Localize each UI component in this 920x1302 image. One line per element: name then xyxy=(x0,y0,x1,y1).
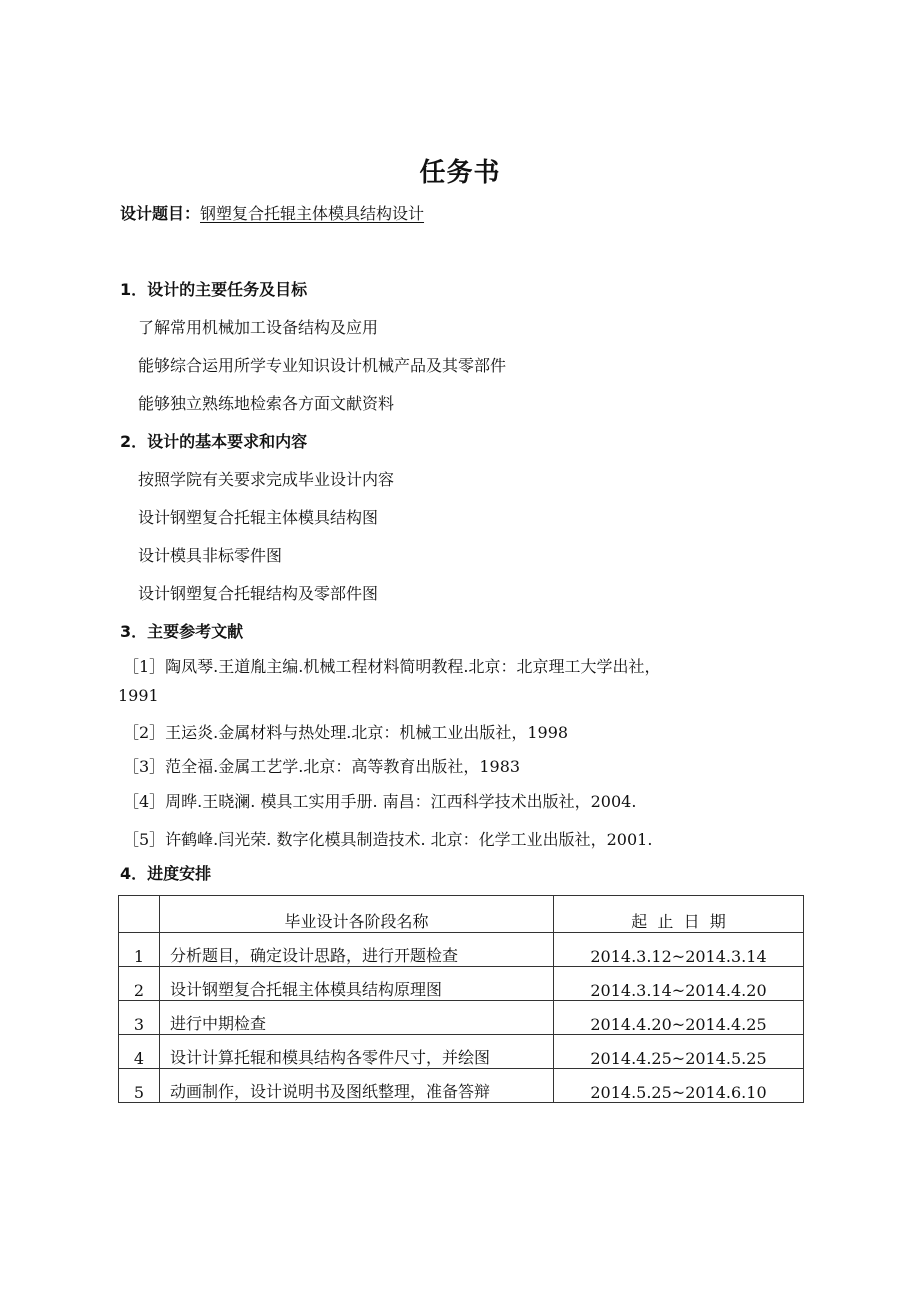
row-no: 2 xyxy=(119,967,160,1001)
reference-item: ［5］许鹤峰.闫光荣. 数字化模具制造技术. 北京：化学工业出版社，2001. xyxy=(123,830,653,849)
reference-item: ［4］周晔.王晓澜. 模具工实用手册. 南昌：江西科学技术出版社，2004. xyxy=(123,792,637,811)
design-topic xyxy=(120,201,424,224)
table-row xyxy=(119,933,804,967)
topic-label: 设计题目： xyxy=(120,204,201,223)
reference-item: ［3］范全福.金属工艺学.北京：高等教育出版社，1983 xyxy=(123,757,521,776)
task-item: 能够独立熟练地检索各方面文献资料 xyxy=(138,394,395,413)
section-heading-schedule: 4．进度安排 xyxy=(120,864,212,883)
task-item: 能够综合运用所学专业知识设计机械产品及其零部件 xyxy=(138,356,507,375)
row-stage-name: 进行中期检查 xyxy=(160,1001,554,1035)
section-heading-references: 3．主要参考文献 xyxy=(120,622,244,641)
table-row xyxy=(119,1001,804,1035)
table-row xyxy=(119,1069,804,1103)
schedule-table xyxy=(118,895,804,1103)
section-heading-tasks: 1．设计的主要任务及目标 xyxy=(120,280,308,299)
row-no: 3 xyxy=(119,1001,160,1035)
row-date-range: 2014.4.25~2014.5.25 xyxy=(554,1035,804,1069)
reference-item: ［1］陶凤琴.王道胤主编.机械工程材料简明教程.北京：北京理工大学出社， xyxy=(123,657,661,676)
reference-item-continuation: 1991 xyxy=(118,686,159,705)
row-date-range: 2014.5.25~2014.6.10 xyxy=(554,1069,804,1103)
header-no xyxy=(119,896,160,933)
header-stage-name: 毕业设计各阶段名称 xyxy=(160,896,554,933)
section-heading-requirements: 2．设计的基本要求和内容 xyxy=(120,432,308,451)
reference-item: ［2］王运炎.金属材料与热处理.北京：机械工业出版社，1998 xyxy=(123,723,569,742)
table-row xyxy=(119,1035,804,1069)
row-stage-name: 分析题目，确定设计思路，进行开题检查 xyxy=(160,933,554,967)
requirement-item: 按照学院有关要求完成毕业设计内容 xyxy=(138,470,395,489)
topic-value: 钢塑复合托辊主体模具结构设计 xyxy=(200,204,425,223)
row-date-range: 2014.3.14~2014.4.20 xyxy=(554,967,804,1001)
requirement-item: 设计模具非标零件图 xyxy=(138,546,283,565)
requirement-item: 设计钢塑复合托辊主体模具结构图 xyxy=(138,508,379,527)
task-item: 了解常用机械加工设备结构及应用 xyxy=(138,318,379,337)
row-no: 1 xyxy=(119,933,160,967)
page-title: 任务书 xyxy=(419,158,501,188)
row-no: 5 xyxy=(119,1069,160,1103)
row-date-range: 2014.4.20~2014.4.25 xyxy=(554,1001,804,1035)
table-row xyxy=(119,967,804,1001)
row-stage-name: 动画制作，设计说明书及图纸整理，准备答辩 xyxy=(160,1069,554,1103)
row-stage-name: 设计计算托辊和模具结构各零件尺寸，并绘图 xyxy=(160,1035,554,1069)
table-header-row xyxy=(119,896,804,933)
header-date-range: 起 止 日 期 xyxy=(554,896,804,933)
row-stage-name: 设计钢塑复合托辊主体模具结构原理图 xyxy=(160,967,554,1001)
row-no: 4 xyxy=(119,1035,160,1069)
row-date-range: 2014.3.12~2014.3.14 xyxy=(554,933,804,967)
requirement-item: 设计钢塑复合托辊结构及零部件图 xyxy=(138,584,379,603)
